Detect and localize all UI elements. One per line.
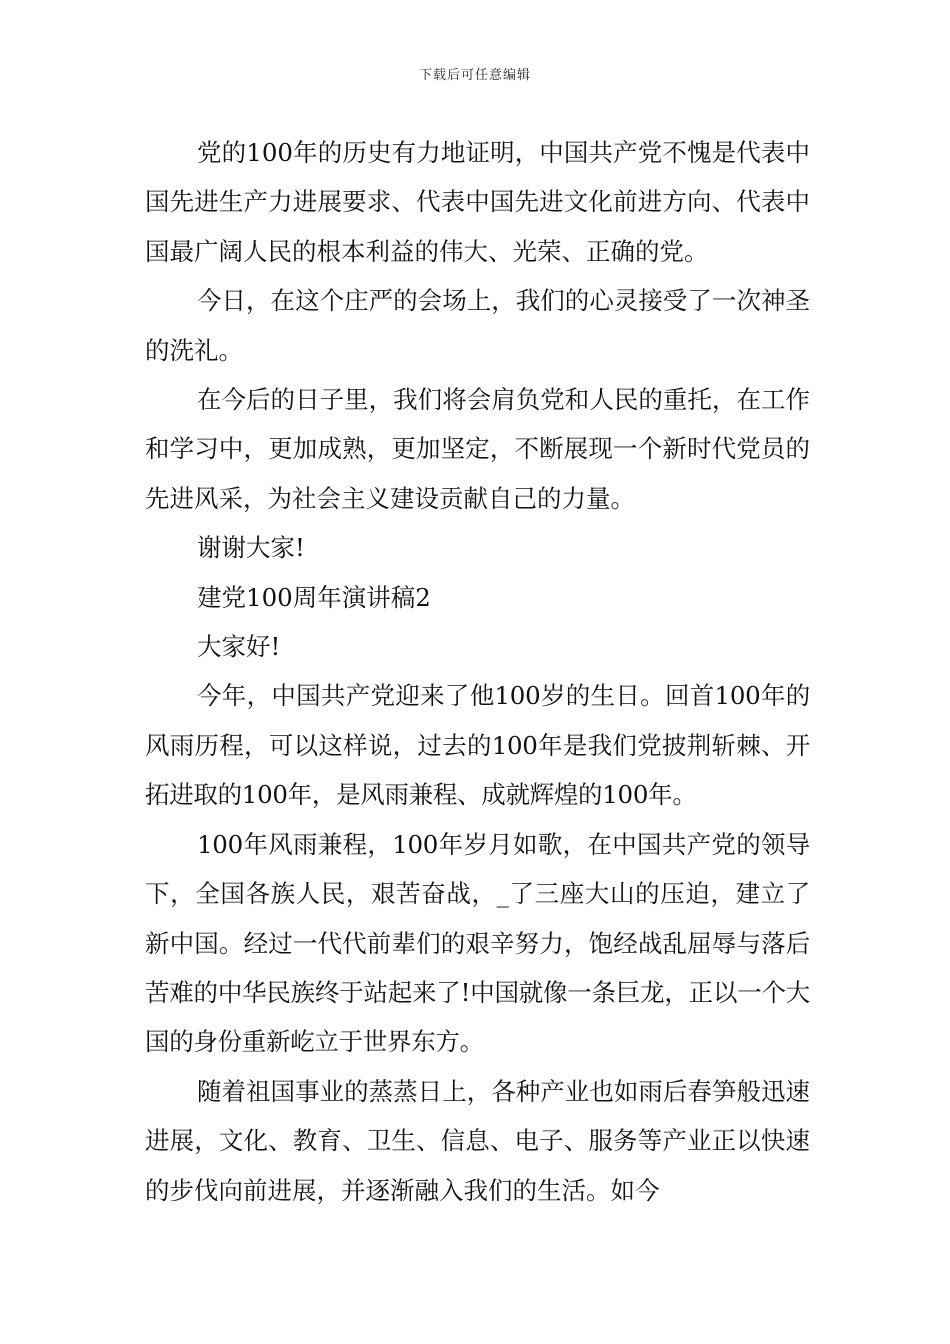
paragraph-future: 在今后的日子里，我们将会肩负党和人民的重托，在工作和学习中，更加成熟，更加坚定，不断展现一个新时代党员的先进风采，为社会主义建设贡献自己的力量。: [145, 385, 810, 513]
section-title: 建党100周年演讲稿2: [197, 582, 431, 612]
document-body: [145, 128, 810, 1215]
paragraph-greeting: 大家好!: [197, 632, 281, 662]
paragraph-anniversary: 今年，中国共产党迎来了他100岁的生日。回首100年的风雨历程，可以这样说，过去的100年是我们党披荆斩棘、开拓进取的100年，是风雨兼程、成就辉煌的100年。: [145, 681, 810, 810]
paragraph-thanks: 谢谢大家!: [197, 533, 305, 563]
page-header-note: 下载后可任意编辑: [418, 68, 531, 83]
paragraph-hundred-years: 100年风雨兼程，100年岁月如歌，在中国共产党的领导下，全国各族人民，艰苦奋战，_了三座大山的压迫，建立了新中国。经过一代代前辈们的艰辛努力，饱经战乱屈辱与落后苦难的中华民族终于站起来了!中国就像一条巨龙，正以一个大国的身份重新屹立于世界东方。: [145, 829, 810, 1057]
paragraph-development: 随着祖国事业的蒸蒸日上，各种产业也如雨后春笋般迅速进展，文化、教育、卫生、信息、电子、服务等产业正以快速的步伐向前进展，并逐渐融入我们的生活。如今: [145, 1076, 810, 1205]
paragraph-today: 今日，在这个庄严的会场上，我们的心灵接受了一次神圣的洗礼。: [145, 286, 810, 365]
paragraph-party-history: 党的100年的历史有力地证明，中国共产党不愧是代表中国先进生产力进展要求、代表中国先进文化前进方向、代表中国最广阔人民的根本利益的伟大、光荣、正确的党。: [145, 138, 810, 266]
